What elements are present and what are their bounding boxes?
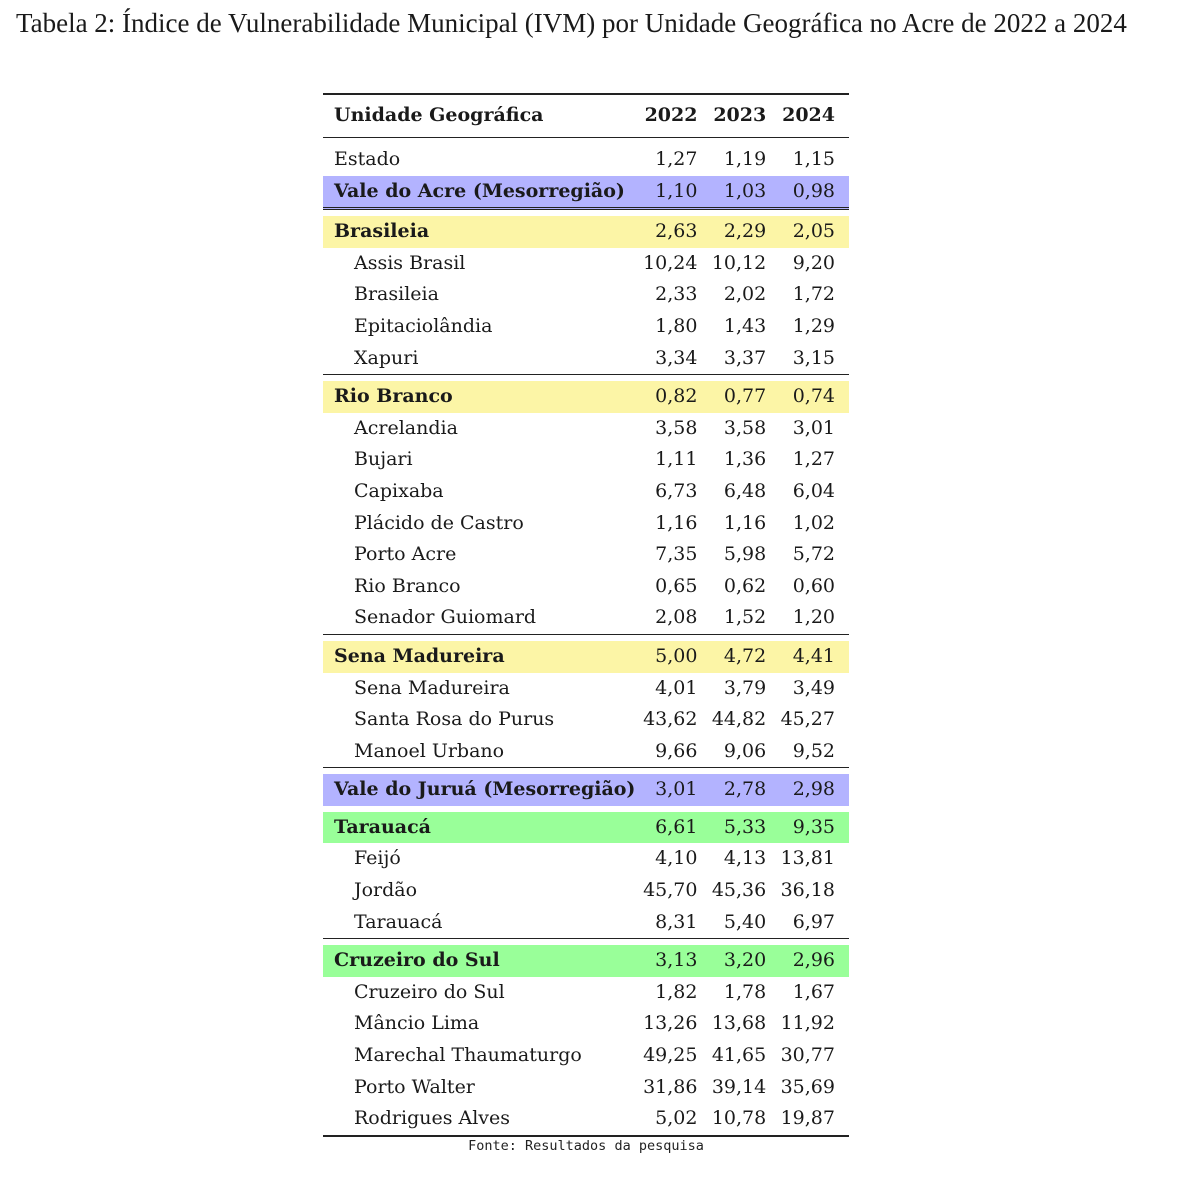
row-name: Brasileia <box>354 283 439 306</box>
ivm-table-container <box>323 93 849 1154</box>
row-municipio <box>323 1103 849 1136</box>
cell-2023: 5,98 <box>723 543 767 566</box>
cell-2023: 3,79 <box>723 676 767 699</box>
cell-2023: 5,33 <box>711 812 780 844</box>
double-rule <box>323 209 849 217</box>
cell-2022: 9,66 <box>655 739 698 762</box>
row-name: Assis Brasil <box>354 251 466 274</box>
table-source: Fonte: Resultados da pesquisa <box>468 1137 704 1154</box>
row-municipio <box>323 571 849 603</box>
row-municipio <box>323 444 849 476</box>
row-municipio <box>323 279 849 311</box>
ivm-table <box>323 93 849 1137</box>
header-2024: 2024 <box>780 94 849 138</box>
row-name: Jordão <box>354 879 418 902</box>
cell-2022: 1,27 <box>655 148 698 170</box>
cell-2022: 10,24 <box>643 251 698 274</box>
cell-2022: 5,00 <box>640 641 712 673</box>
row-name: Rio Branco <box>323 381 640 413</box>
header-2023: 2023 <box>711 94 780 138</box>
row-name: Mâncio Lima <box>354 1012 480 1035</box>
row-name: Bujari <box>354 448 413 471</box>
row-name: Senador Guiomard <box>354 606 537 629</box>
cell-2022: 7,35 <box>655 543 698 566</box>
cell-2024: 0,98 <box>780 176 849 209</box>
row-municipio <box>323 875 849 907</box>
cell-2022: 45,70 <box>643 879 698 902</box>
cell-2022: 2,63 <box>640 216 712 248</box>
cell-2023: 1,78 <box>723 980 767 1003</box>
row-name: Manoel Urbano <box>354 739 505 762</box>
cell-2023: 45,36 <box>711 879 767 902</box>
cell-2024: 2,96 <box>780 945 849 977</box>
cell-2023: 1,03 <box>711 176 780 209</box>
cell-2024: 45,27 <box>780 708 835 731</box>
cell-2023: 3,20 <box>711 945 780 977</box>
row-municipio <box>323 1072 849 1104</box>
row-name: Sena Madureira <box>354 676 510 699</box>
cell-2024: 35,69 <box>780 1075 835 1098</box>
cell-2023: 6,48 <box>723 479 767 502</box>
cell-2023: 1,43 <box>723 314 767 337</box>
cell-2023: 9,06 <box>723 739 767 762</box>
row-name: Santa Rosa do Purus <box>354 708 555 731</box>
row-municipio <box>323 311 849 343</box>
row-microrregiao-cruzeiro-sul <box>323 945 849 977</box>
row-name: Estado <box>334 148 401 170</box>
cell-2023: 3,37 <box>723 346 767 369</box>
row-name: Porto Walter <box>354 1075 475 1098</box>
row-microrregiao-tarauaca <box>323 812 849 844</box>
cell-2022: 49,25 <box>643 1044 698 1067</box>
cell-2022: 1,82 <box>655 980 698 1003</box>
cell-2022: 2,33 <box>655 283 698 306</box>
header-2022: 2022 <box>640 94 712 138</box>
row-municipio <box>323 673 849 705</box>
row-name: Rio Branco <box>354 574 461 597</box>
row-municipio <box>323 1008 849 1040</box>
cell-2024: 13,81 <box>780 847 835 870</box>
cell-2023: 1,19 <box>723 148 767 170</box>
cell-2022: 31,86 <box>643 1075 698 1098</box>
cell-2023: 4,13 <box>723 847 767 870</box>
row-municipio <box>323 508 849 540</box>
cell-2024: 19,87 <box>780 1107 835 1130</box>
row-municipio <box>323 736 849 768</box>
row-name: Marechal Thaumaturgo <box>354 1044 582 1067</box>
row-mesorregiao-vale-acre <box>323 176 849 209</box>
cell-2023: 2,78 <box>711 774 780 806</box>
cell-2023: 10,78 <box>711 1107 767 1130</box>
cell-2024: 9,35 <box>780 812 849 844</box>
cell-2022: 8,31 <box>655 910 698 933</box>
cell-2022: 43,62 <box>643 708 698 731</box>
cell-2024: 3,15 <box>792 346 835 369</box>
cell-2024: 1,20 <box>792 606 835 629</box>
cell-2022: 6,73 <box>655 479 698 502</box>
row-name: Sena Madureira <box>323 641 640 673</box>
cell-2024: 30,77 <box>780 1044 835 1067</box>
cell-2024: 6,97 <box>792 910 835 933</box>
cell-2024: 11,92 <box>780 1012 835 1035</box>
row-microrregiao-sena-madureira <box>323 641 849 673</box>
cell-2022: 0,65 <box>655 574 698 597</box>
row-name: Cruzeiro do Sul <box>323 945 640 977</box>
cell-2022: 3,01 <box>640 774 712 806</box>
cell-2024: 1,72 <box>792 283 835 306</box>
row-name: Tarauacá <box>354 910 443 933</box>
row-municipio <box>323 977 849 1009</box>
row-municipio <box>323 704 849 736</box>
row-municipio <box>323 843 849 875</box>
cell-2024: 1,67 <box>792 980 835 1003</box>
cell-2023: 4,72 <box>711 641 780 673</box>
cell-2022: 1,10 <box>640 176 712 209</box>
cell-2024: 9,52 <box>792 739 835 762</box>
cell-2024: 4,41 <box>780 641 849 673</box>
row-name: Rodrigues Alves <box>354 1107 511 1130</box>
row-name: Acrelandia <box>354 416 458 439</box>
cell-2022: 5,02 <box>655 1107 698 1130</box>
row-name: Capixaba <box>354 479 444 502</box>
row-municipio <box>323 602 849 634</box>
row-name: Epitaciolândia <box>354 314 493 337</box>
cell-2024: 2,98 <box>780 774 849 806</box>
row-municipio <box>323 248 849 280</box>
cell-2022: 3,58 <box>655 416 698 439</box>
row-microrregiao-brasileia <box>323 216 849 248</box>
table-caption: Tabela 2: Índice de Vulnerabilidade Municipal (IVM) por Unidade Geográfica no Acre de 2022 a 2024 <box>16 8 1127 38</box>
row-name: Tarauacá <box>323 812 640 844</box>
cell-2022: 1,11 <box>655 448 698 471</box>
cell-2023: 13,68 <box>711 1012 767 1035</box>
cell-2024: 36,18 <box>780 879 835 902</box>
cell-2024: 2,05 <box>780 216 849 248</box>
cell-2024: 1,02 <box>792 511 835 534</box>
row-name: Xapuri <box>354 346 419 369</box>
row-name: Vale do Juruá (Mesorregião) <box>323 774 640 806</box>
cell-2023: 0,77 <box>711 381 780 413</box>
cell-2022: 3,34 <box>655 346 698 369</box>
table-body <box>323 138 849 1136</box>
row-municipio <box>323 343 849 375</box>
cell-2022: 0,82 <box>640 381 712 413</box>
cell-2023: 39,14 <box>711 1075 767 1098</box>
row-name: Feijó <box>354 847 401 870</box>
cell-2022: 4,10 <box>655 847 698 870</box>
cell-2023: 0,62 <box>723 574 767 597</box>
cell-2024: 5,72 <box>792 543 835 566</box>
cell-2023: 10,12 <box>711 251 767 274</box>
row-municipio <box>323 907 849 939</box>
cell-2024: 0,74 <box>780 381 849 413</box>
header-unidade: Unidade Geográfica <box>323 94 640 138</box>
cell-2024: 1,15 <box>792 148 835 170</box>
cell-2024: 1,29 <box>792 314 835 337</box>
cell-2024: 9,20 <box>792 251 835 274</box>
row-municipio <box>323 476 849 508</box>
row-name: Vale do Acre (Mesorregião) <box>323 176 640 209</box>
cell-2024: 1,27 <box>792 448 835 471</box>
cell-2023: 41,65 <box>711 1044 767 1067</box>
row-name: Brasileia <box>323 216 640 248</box>
table-header-row <box>323 94 849 138</box>
cell-2022: 6,61 <box>640 812 712 844</box>
cell-2023: 1,16 <box>723 511 767 534</box>
row-estado <box>323 144 849 176</box>
cell-2023: 5,40 <box>723 910 767 933</box>
cell-2023: 1,36 <box>723 448 767 471</box>
cell-2022: 1,16 <box>655 511 698 534</box>
cell-2023: 2,29 <box>711 216 780 248</box>
row-mesorregiao-vale-jurua <box>323 774 849 806</box>
row-name: Plácido de Castro <box>354 511 524 534</box>
cell-2023: 44,82 <box>711 708 767 731</box>
cell-2022: 3,13 <box>640 945 712 977</box>
row-municipio <box>323 1040 849 1072</box>
cell-2024: 3,01 <box>792 416 835 439</box>
row-municipio <box>323 539 849 571</box>
cell-2023: 3,58 <box>723 416 767 439</box>
cell-2022: 4,01 <box>655 676 698 699</box>
cell-2023: 1,52 <box>723 606 767 629</box>
cell-2022: 1,80 <box>655 314 698 337</box>
row-name: Cruzeiro do Sul <box>354 980 505 1003</box>
cell-2024: 3,49 <box>792 676 835 699</box>
row-microrregiao-rio-branco <box>323 381 849 413</box>
cell-2022: 2,08 <box>655 606 698 629</box>
cell-2023: 2,02 <box>723 283 767 306</box>
row-municipio <box>323 413 849 445</box>
cell-2022: 13,26 <box>643 1012 698 1035</box>
cell-2024: 6,04 <box>792 479 835 502</box>
cell-2024: 0,60 <box>792 574 835 597</box>
row-name: Porto Acre <box>354 543 457 566</box>
